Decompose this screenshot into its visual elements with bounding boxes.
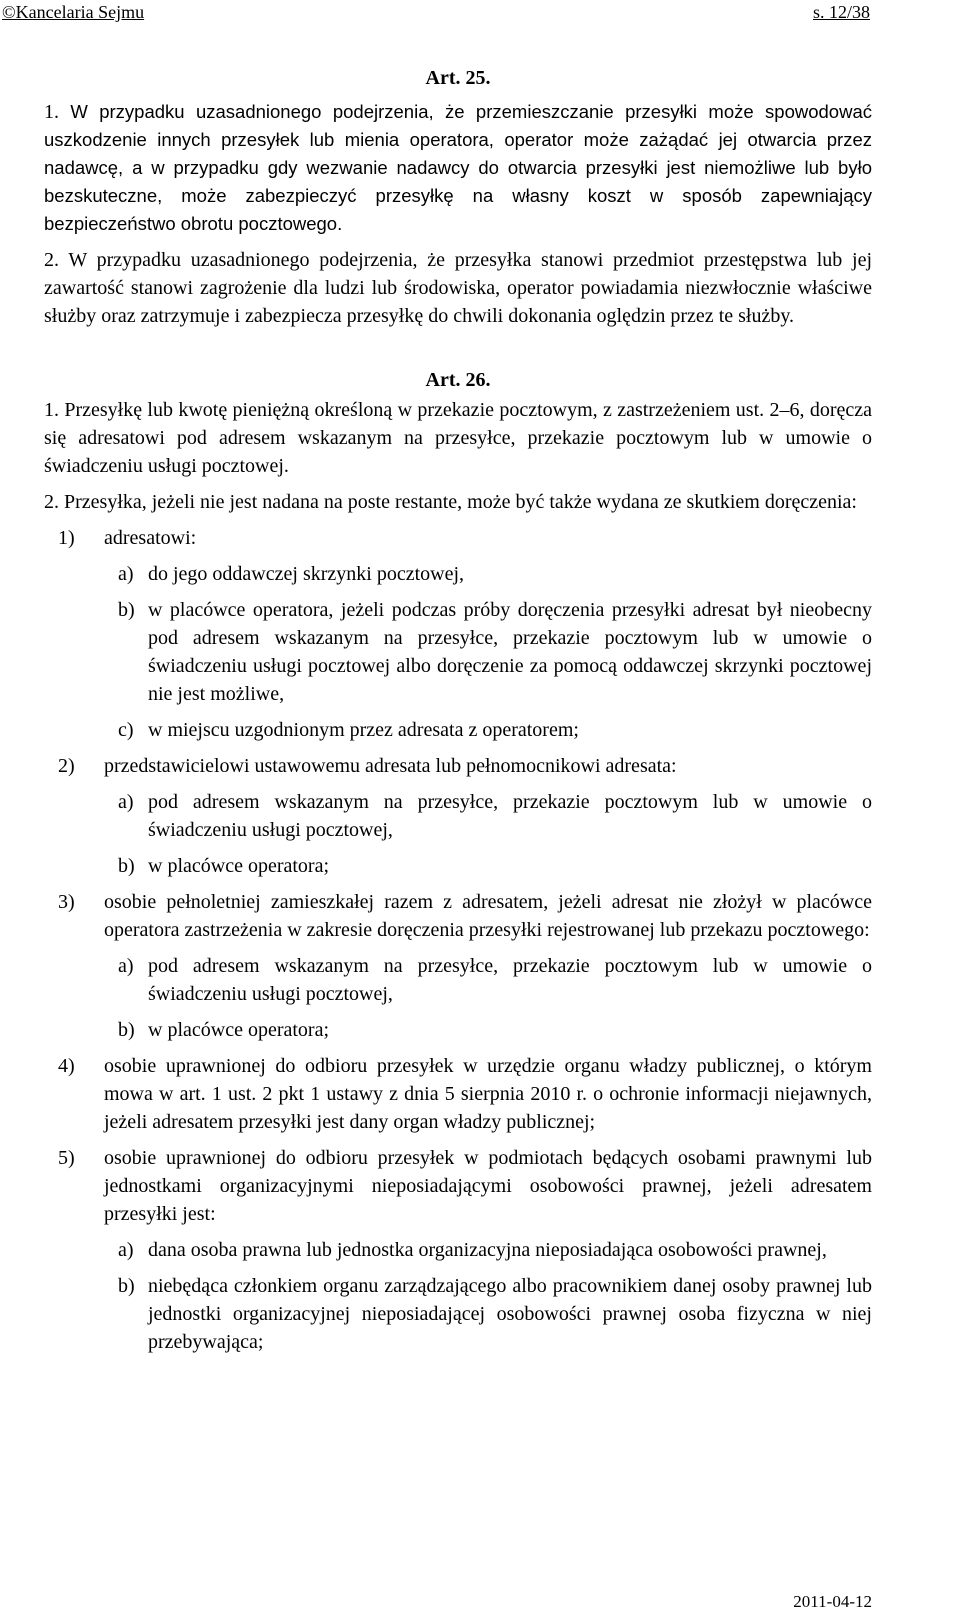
page-header bbox=[0, 0, 960, 26]
sub-list-item-letter: b) bbox=[118, 855, 135, 877]
sub-list-item-letter: a) bbox=[118, 955, 134, 977]
document-body bbox=[44, 64, 872, 1356]
sub-list-item-letter: b) bbox=[118, 599, 135, 621]
list-item-number: 2) bbox=[58, 755, 75, 777]
list-item bbox=[58, 1144, 872, 1228]
list-item-number: 5) bbox=[58, 1147, 75, 1169]
list-item bbox=[58, 752, 872, 780]
sub-list-item-text: w placówce operatora; bbox=[148, 855, 330, 877]
list-item-text: osobie uprawnionej do odbioru przesyłek w urzędzie organu władzy publicznej, o którym mowa w art. 1 ust. 2 pkt 1 ustawy z dnia 5 sierpnia 2010 r. o ochronie informacji niejawnych, jeżeli adresatem przesyłki jest dany organ władzy publicznej; bbox=[104, 1055, 872, 1133]
list-item bbox=[58, 524, 872, 552]
sub-list-item bbox=[118, 1016, 872, 1044]
list-item-text: przedstawicielowi ustawowemu adresata lub pełnomocnikowi adresata: bbox=[104, 755, 677, 777]
paragraph-text: W przypadku uzasadnionego podejrzenia, że przemieszczanie przesyłki może spowodować uszkodzenie innych przesyłek lub mienia operatora, operator może zażądać jej otwarcia przez nadawcę, a w przypadku gdy wezwanie nadawcy do otwarcia przesyłki jest niemożliwe lub było bezskuteczne, może zabezpieczyć przesyłkę na własny koszt w sposób zapewniający bezpieczeństwo obrotu pocztowego. bbox=[44, 101, 872, 234]
sub-list-item-letter: b) bbox=[118, 1019, 135, 1041]
sub-list-item bbox=[118, 596, 872, 708]
list-item-text: adresatowi: bbox=[104, 527, 197, 549]
document-date: 2011-04-12 bbox=[793, 1592, 872, 1611]
sub-list-item-letter: b) bbox=[118, 1275, 135, 1297]
copyright-label: ©Kancelaria Sejmu bbox=[2, 2, 145, 22]
sub-list-item bbox=[118, 1236, 872, 1264]
sub-list-item-text: w miejscu uzgodnionym przez adresata z operatorem; bbox=[148, 719, 579, 741]
list-item bbox=[58, 888, 872, 944]
sub-list-item bbox=[118, 560, 872, 588]
paragraph-number: 2. bbox=[44, 249, 59, 271]
delivery-recipients-list bbox=[44, 524, 872, 1356]
sub-list-item bbox=[118, 852, 872, 880]
sub-list-item-letter: a) bbox=[118, 1239, 134, 1261]
sub-list bbox=[58, 560, 872, 744]
sub-list-item-letter: a) bbox=[118, 563, 134, 585]
sub-list-item-text: w placówce operatora, jeżeli podczas próby doręczenia przesyłki adresat był nieobecny pod adresem wskazanym na przesyłce, przekazie pocztowym lub w umowie o świadczeniu usługi pocztowej albo doręczenie za pomocą oddawczej skrzynki pocztowej nie jest możliwe, bbox=[148, 599, 872, 705]
sub-list-item-text: do jego oddawczej skrzynki pocztowej, bbox=[148, 563, 465, 585]
article-25-title: Art. 25. bbox=[425, 67, 491, 89]
article-25-paragraph-1 bbox=[44, 98, 872, 238]
paragraph-text: W przypadku uzasadnionego podejrzenia, że przesyłka stanowi przedmiot przestępstwa lub jej zawartość stanowi zagrożenie dla ludzi lub środowiska, operator powiadamia niezwłocznie właściwe służby oraz zatrzymuje i zabezpiecza przesyłkę do chwili dokonania oględzin przez te służby. bbox=[44, 249, 873, 327]
list-item-text: osobie pełnoletniej zamieszkałej razem z adresatem, jeżeli adresat nie złożył w placówce operatora zastrzeżenia w zakresie doręczenia przesyłki rejestrowanej lub przekazu pocztowego: bbox=[104, 891, 872, 941]
sub-list-item bbox=[118, 952, 872, 1008]
sub-list-item-text: niebędąca członkiem organu zarządzającego albo pracownikiem danej osoby prawnej lub jednostki organizacyjnej nieposiadającej osobowości prawnej osoba fizyczna w niej przebywająca; bbox=[148, 1275, 872, 1353]
sub-list bbox=[58, 952, 872, 1044]
sub-list bbox=[58, 788, 872, 880]
sub-list-item-text: pod adresem wskazanym na przesyłce, przekazie pocztowym lub w umowie o świadczeniu usługi pocztowej, bbox=[148, 955, 872, 1005]
article-26-paragraph-2: 2. Przesyłka, jeżeli nie jest nadana na poste restante, może być także wydana ze skutkiem doręczenia: bbox=[44, 491, 857, 513]
article-26-title: Art. 26. bbox=[425, 369, 491, 391]
sub-list-item bbox=[118, 788, 872, 844]
sub-list-item bbox=[118, 1272, 872, 1356]
sub-list-item-letter: c) bbox=[118, 719, 134, 741]
list-item bbox=[58, 1052, 872, 1136]
article-26-paragraph-1: 1. Przesyłkę lub kwotę pieniężną określoną w przekazie pocztowym, z zastrzeżeniem ust. 2–6, doręcza się adresatowi pod adresem wskazanym na przesyłce, przekazie pocztowym lub w umowie o świadczeniu usługi pocztowej. bbox=[44, 399, 872, 477]
list-item-number: 1) bbox=[58, 527, 75, 549]
page-number: s. 12/38 bbox=[812, 2, 870, 22]
sub-list-item-letter: a) bbox=[118, 791, 134, 813]
sub-list-item bbox=[118, 716, 872, 744]
list-item-number: 4) bbox=[58, 1055, 75, 1077]
sub-list-item-text: w placówce operatora; bbox=[148, 1019, 330, 1041]
list-item-number: 3) bbox=[58, 891, 75, 913]
sub-list bbox=[58, 1236, 872, 1356]
sub-list-item-text: pod adresem wskazanym na przesyłce, przekazie pocztowym lub w umowie o świadczeniu usługi pocztowej, bbox=[148, 791, 872, 841]
list-item-text: osobie uprawnionej do odbioru przesyłek w podmiotach będących osobami prawnymi lub jednostkami organizacyjnymi nieposiadającymi osobowości prawnej, jeżeli adresatem przesyłki jest: bbox=[104, 1147, 872, 1225]
paragraph-number: 1. bbox=[44, 101, 59, 123]
article-25-paragraph-2 bbox=[44, 246, 872, 330]
sub-list-item-text: dana osoba prawna lub jednostka organizacyjna nieposiadająca osobowości prawnej, bbox=[148, 1239, 827, 1261]
